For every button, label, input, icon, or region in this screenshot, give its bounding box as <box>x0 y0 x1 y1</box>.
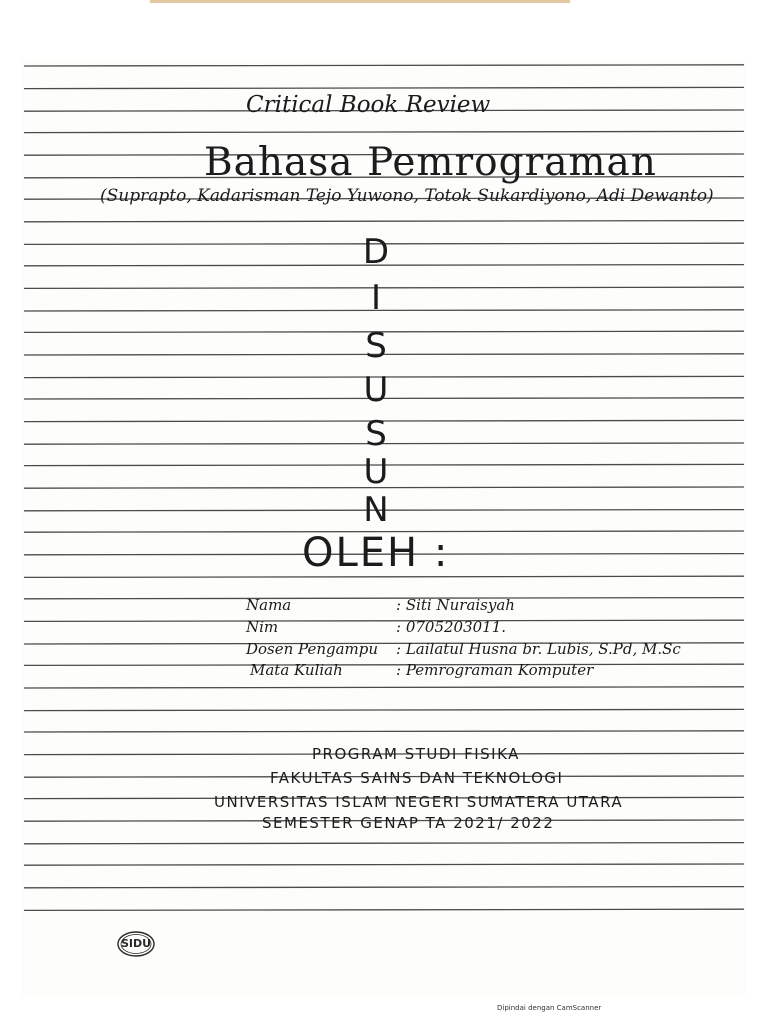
disusun-letter: S <box>365 414 387 454</box>
rule-line <box>24 131 744 132</box>
rule-line <box>24 731 744 732</box>
rule-line <box>24 909 744 910</box>
authors-line: (Suprapto, Kadarisman Tejo Yuwono, Totok Sukardiyono, Adi Dewanto) <box>100 186 714 206</box>
detail-label-nama: Nama <box>246 596 292 614</box>
sidu-stamp <box>116 930 156 958</box>
disusun-letter: S <box>365 326 387 366</box>
detail-label-dosen: Dosen Pengampu <box>246 640 379 658</box>
disusun-letter: I <box>370 278 382 318</box>
stamp-text: SIDU <box>120 937 152 950</box>
institution-line: SEMESTER GENAP TA 2021/ 2022 <box>262 814 555 832</box>
disusun-letter: U <box>363 452 389 492</box>
rule-line <box>24 864 744 865</box>
rule-line <box>24 620 744 621</box>
detail-label-nim: Nim <box>246 618 279 636</box>
detail-label-matkul: Mata Kuliah <box>250 661 343 679</box>
oleh-label: OLEH : <box>302 530 450 576</box>
rule-line <box>24 664 744 665</box>
rule-line <box>24 598 744 599</box>
rule-line <box>24 687 744 688</box>
rule-line <box>24 221 744 222</box>
institution-line: PROGRAM STUDI FISIKA <box>312 745 520 763</box>
detail-value-nama: : Siti Nuraisyah <box>396 596 515 614</box>
rule-line <box>24 87 744 88</box>
rule-line <box>24 709 744 710</box>
rule-line <box>24 65 744 66</box>
disusun-letter: N <box>363 490 389 530</box>
institution-line: UNIVERSITAS ISLAM NEGERI SUMATERA UTARA <box>214 793 624 811</box>
detail-value-matkul: : Pemrograman Komputer <box>396 661 594 679</box>
scanner-watermark: Dipindai dengan CamScanner <box>497 1004 602 1012</box>
institution-line: FAKULTAS SAINS DAN TEKNOLOGI <box>270 769 564 787</box>
rule-line <box>24 843 744 844</box>
detail-value-nim: : 0705203011. <box>396 618 507 636</box>
book-title: Bahasa Pemrograman <box>204 140 657 185</box>
heading: Critical Book Review <box>246 92 491 118</box>
disusun-letter: D <box>362 232 390 272</box>
disusun-letter: U <box>363 370 389 410</box>
rule-line <box>24 887 744 888</box>
detail-value-dosen: : Lailatul Husna br. Lubis, S.Pd, M.Sc <box>396 640 681 658</box>
rule-line <box>24 576 744 577</box>
